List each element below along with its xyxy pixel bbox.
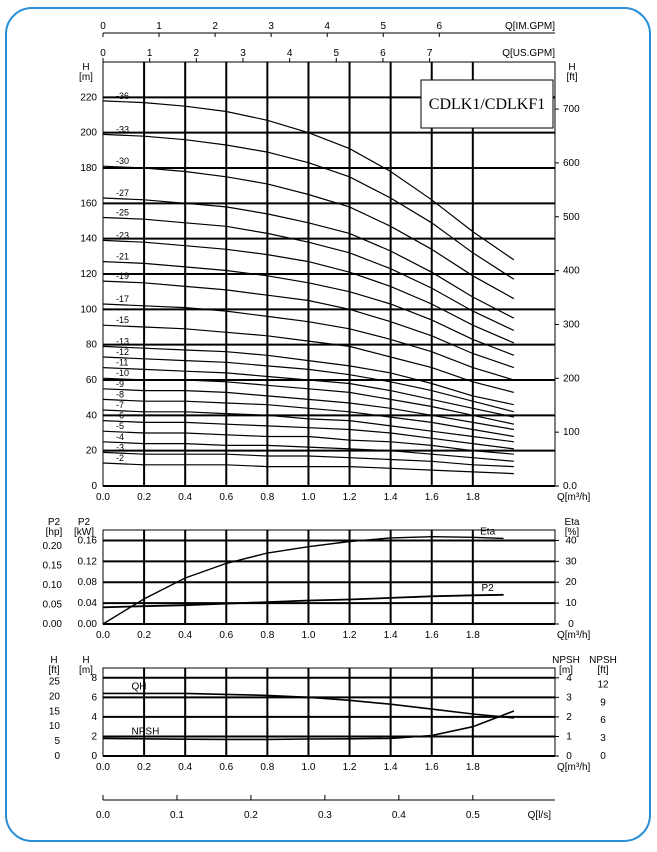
npsh-m-tick-label: 2 <box>566 711 572 723</box>
main-x-tick-label: 1.4 <box>383 492 398 503</box>
stage-label: -21 <box>116 251 130 262</box>
power-hp-tick-label: 0.00 <box>42 619 62 630</box>
main-y-tick-label: 40 <box>85 410 97 422</box>
npsh-x-tick-label: 1.8 <box>465 762 480 773</box>
curve-label-p2: P2 <box>481 582 494 594</box>
power-x-tick-label: 0.4 <box>178 630 193 641</box>
ls-tick-label: 0.1 <box>170 810 184 821</box>
main-right-unit-1: [ft] <box>566 72 578 83</box>
curve-label-npsh: NPSH <box>131 726 160 738</box>
npsh-h-ft-tick-label: 5 <box>54 736 60 748</box>
stage-label: -27 <box>116 188 130 199</box>
power-kw-tick-label: 0.00 <box>77 619 97 630</box>
us-gpm-tick-label: 1 <box>146 48 153 59</box>
stage-label: -9 <box>116 378 125 389</box>
stage-label: -2 <box>116 453 125 464</box>
ls-tick-label: 0.0 <box>96 810 110 821</box>
stage-label: -19 <box>116 271 130 282</box>
npsh-m-tick-label: 1 <box>566 731 572 743</box>
model-label-box <box>421 80 553 128</box>
stage-label: -3 <box>116 442 125 453</box>
power-hp-tick-label: 0.15 <box>42 560 62 572</box>
npsh-h-m-unit-0: H <box>82 655 90 666</box>
npsh-x-tick-label: 0.0 <box>96 762 110 773</box>
power-kw-tick-label: 0.16 <box>77 535 97 547</box>
power-x-tick-label: 1.4 <box>383 630 398 641</box>
main-y-tick-label: 200 <box>80 127 97 139</box>
us-gpm-tick-label: 0 <box>100 48 106 59</box>
us-gpm-label: Q[US.GPM] <box>502 48 555 59</box>
main-x-tick-label: 1.0 <box>301 492 316 503</box>
im-gpm-tick-label: 3 <box>268 21 274 32</box>
npsh-ft-tick-label: 0 <box>600 751 606 762</box>
main-right-unit-0: H <box>568 62 576 73</box>
im-gpm-tick-label: 4 <box>324 21 330 32</box>
stage-label: -12 <box>116 347 130 358</box>
eta-unit-1: [%] <box>564 527 580 538</box>
im-gpm-tick-label: 2 <box>212 21 218 32</box>
us-gpm-tick-label: 7 <box>426 48 433 59</box>
bottom-axis <box>96 795 555 821</box>
im-gpm-tick-label: 0 <box>100 21 106 32</box>
power-efficiency-panel <box>43 517 591 641</box>
us-gpm-tick-label: 3 <box>240 48 246 59</box>
eta-tick-label: 30 <box>565 556 577 568</box>
npsh-ft-unit-1: [ft] <box>597 665 609 676</box>
main-right-tick-label: 200 <box>563 373 580 385</box>
main-right-tick-label: 400 <box>563 265 580 277</box>
power-x-tick-label: 0.6 <box>219 630 234 641</box>
ls-tick-label: 0.3 <box>317 810 332 821</box>
main-right-tick-label: 600 <box>563 157 580 169</box>
npsh-x-tick-label: 0.8 <box>260 762 275 773</box>
stage-label: -6 <box>116 410 125 421</box>
ls-tick-label: 0.2 <box>243 810 258 821</box>
main-y-tick-label: 80 <box>85 339 97 351</box>
npsh-h-ft-unit-1: [ft] <box>48 665 60 676</box>
npsh-h-ft-tick-label: 0 <box>54 751 60 762</box>
npsh-ft-tick-label: 12 <box>597 679 609 691</box>
im-gpm-tick-label: 6 <box>436 21 443 32</box>
npsh-plot-frame <box>103 668 555 756</box>
us-gpm-tick-label: 6 <box>380 48 386 59</box>
npsh-m-tick-label: 3 <box>566 692 572 704</box>
power-x-label: Q[m³/h] <box>557 630 591 641</box>
power-x-tick-label: 0.2 <box>137 630 152 641</box>
main-x-tick-label: 0.4 <box>178 492 193 503</box>
main-y-tick-label: 140 <box>80 233 97 245</box>
npsh-h-ft-tick-label: 10 <box>48 721 60 733</box>
npsh-panel <box>48 655 616 773</box>
stage-label: -13 <box>116 336 130 347</box>
power-hp-tick-label: 0.20 <box>42 541 62 553</box>
power-hp-unit-0: P2 <box>47 517 61 528</box>
curve-eta <box>103 537 504 624</box>
eta-tick-label: 20 <box>565 577 577 589</box>
npsh-m-tick-label: 4 <box>566 672 572 684</box>
main-y-unit-0: H <box>82 62 90 73</box>
main-x-label: Q[m³/h] <box>557 492 591 503</box>
npsh-h-m-tick-label: 8 <box>91 672 97 684</box>
power-x-tick-label: 0.8 <box>260 630 275 641</box>
npsh-x-tick-label: 1.0 <box>301 762 316 773</box>
eta-tick-label: 10 <box>565 598 577 610</box>
main-right-tick-label: 0.0 <box>563 481 577 492</box>
npsh-h-m-tick-label: 4 <box>91 711 97 723</box>
power-x-tick-label: 1.6 <box>424 630 439 641</box>
npsh-x-label: Q[m³/h] <box>557 762 591 773</box>
npsh-x-tick-label: 0.2 <box>137 762 152 773</box>
npsh-x-tick-label: 0.4 <box>178 762 193 773</box>
power-x-tick-label: 1.0 <box>301 630 316 641</box>
npsh-x-tick-label: 0.6 <box>219 762 234 773</box>
us-gpm-tick-label: 5 <box>333 48 340 59</box>
npsh-h-ft-unit-0: H <box>50 655 58 666</box>
power-hp-tick-label: 0.05 <box>42 599 62 611</box>
us-gpm-tick-label: 4 <box>286 48 293 59</box>
stage-label: -36 <box>116 90 130 101</box>
npsh-ft-tick-label: 6 <box>600 715 606 727</box>
main-right-tick-label: 500 <box>563 211 580 223</box>
model-label: CDLK1/CDLKF1 <box>428 96 546 113</box>
stage-label: -5 <box>116 421 125 432</box>
main-x-tick-label: 0.0 <box>96 492 110 503</box>
main-x-tick-label: 1.6 <box>424 492 439 503</box>
main-right-tick-label: 700 <box>563 104 580 116</box>
npsh-ft-tick-label: 3 <box>600 733 606 745</box>
main-x-tick-label: 0.6 <box>219 492 234 503</box>
eta-unit-0: Eta <box>564 517 580 528</box>
power-hp-tick-label: 0.10 <box>42 580 62 592</box>
npsh-h-m-unit-1: [m] <box>79 665 93 676</box>
im-gpm-tick-label: 1 <box>156 21 162 32</box>
main-x-tick-label: 1.8 <box>465 492 480 503</box>
npsh-x-tick-label: 1.2 <box>342 762 357 773</box>
power-kw-tick-label: 0.08 <box>77 577 97 589</box>
im-gpm-label: Q[IM.GPM] <box>505 21 555 32</box>
eta-tick-label: 0 <box>568 619 574 630</box>
power-kw-unit-0: P2 <box>77 517 91 528</box>
npsh-h-ft-tick-label: 20 <box>48 691 60 703</box>
main-y-tick-label: 20 <box>85 445 97 457</box>
main-right-tick-label: 100 <box>563 427 580 439</box>
stage-label: -8 <box>116 389 125 400</box>
npsh-h-ft-tick-label: 15 <box>48 706 60 718</box>
npsh-m-tick-label: 0 <box>566 751 572 762</box>
power-hp-unit-1: [hp] <box>45 527 63 538</box>
stage-label: -23 <box>116 230 130 241</box>
main-y-tick-label: 0 <box>91 481 97 492</box>
eta-tick-label: 40 <box>565 535 577 547</box>
main-y-tick-label: 180 <box>80 163 97 174</box>
stage-label: -10 <box>116 368 130 379</box>
main-right-tick-label: 300 <box>563 319 580 331</box>
npsh-h-m-tick-label: 0 <box>91 751 97 762</box>
main-x-tick-label: 0.2 <box>137 492 152 503</box>
main-y-tick-label: 60 <box>85 375 97 386</box>
npsh-ft-unit-0: NPSH <box>589 655 617 666</box>
main-x-tick-label: 1.2 <box>342 492 357 503</box>
stage-label: -7 <box>116 400 125 411</box>
stage-label: -4 <box>116 431 125 442</box>
stage-label: -33 <box>116 124 130 135</box>
stage-label: -11 <box>116 357 129 368</box>
npsh-h-m-tick-label: 2 <box>91 731 97 743</box>
npsh-m-unit-0: NPSH <box>552 655 580 666</box>
stage-label: -17 <box>116 294 130 305</box>
main-y-unit-1: [m] <box>79 72 93 83</box>
power-kw-tick-label: 0.12 <box>77 556 97 568</box>
main-y-tick-label: 220 <box>80 92 97 104</box>
power-x-tick-label: 1.8 <box>465 630 480 641</box>
power-x-tick-label: 0.0 <box>96 630 110 641</box>
main-x-tick-label: 0.8 <box>260 492 275 503</box>
curve-p2 <box>103 595 504 608</box>
main-y-tick-label: 100 <box>80 304 97 316</box>
stage-label: -25 <box>116 207 130 218</box>
npsh-x-tick-label: 1.6 <box>424 762 439 773</box>
main-y-tick-label: 160 <box>80 198 97 210</box>
npsh-m-unit-1: [m] <box>559 665 573 676</box>
power-x-tick-label: 1.2 <box>342 630 357 641</box>
im-gpm-tick-label: 5 <box>380 21 387 32</box>
npsh-h-m-tick-label: 6 <box>91 692 97 704</box>
ls-tick-label: 0.4 <box>391 810 406 821</box>
ls-tick-label: 0.5 <box>465 810 480 821</box>
top-axes <box>100 21 555 62</box>
stage-label: -30 <box>116 156 130 167</box>
power-kw-tick-label: 0.04 <box>77 598 97 610</box>
curve-label-eta: Eta <box>480 526 496 538</box>
us-gpm-tick-label: 2 <box>193 48 200 59</box>
npsh-x-tick-label: 1.4 <box>383 762 398 773</box>
curve-label-qh: QH <box>131 681 147 693</box>
main-y-tick-label: 120 <box>80 269 97 280</box>
stage-label: -15 <box>116 315 130 326</box>
ls-axis-label: Q[l/s] <box>527 810 551 821</box>
npsh-h-ft-tick-label: 25 <box>48 676 60 688</box>
power-kw-unit-1: [kW] <box>74 527 94 538</box>
npsh-ft-tick-label: 9 <box>600 697 606 709</box>
